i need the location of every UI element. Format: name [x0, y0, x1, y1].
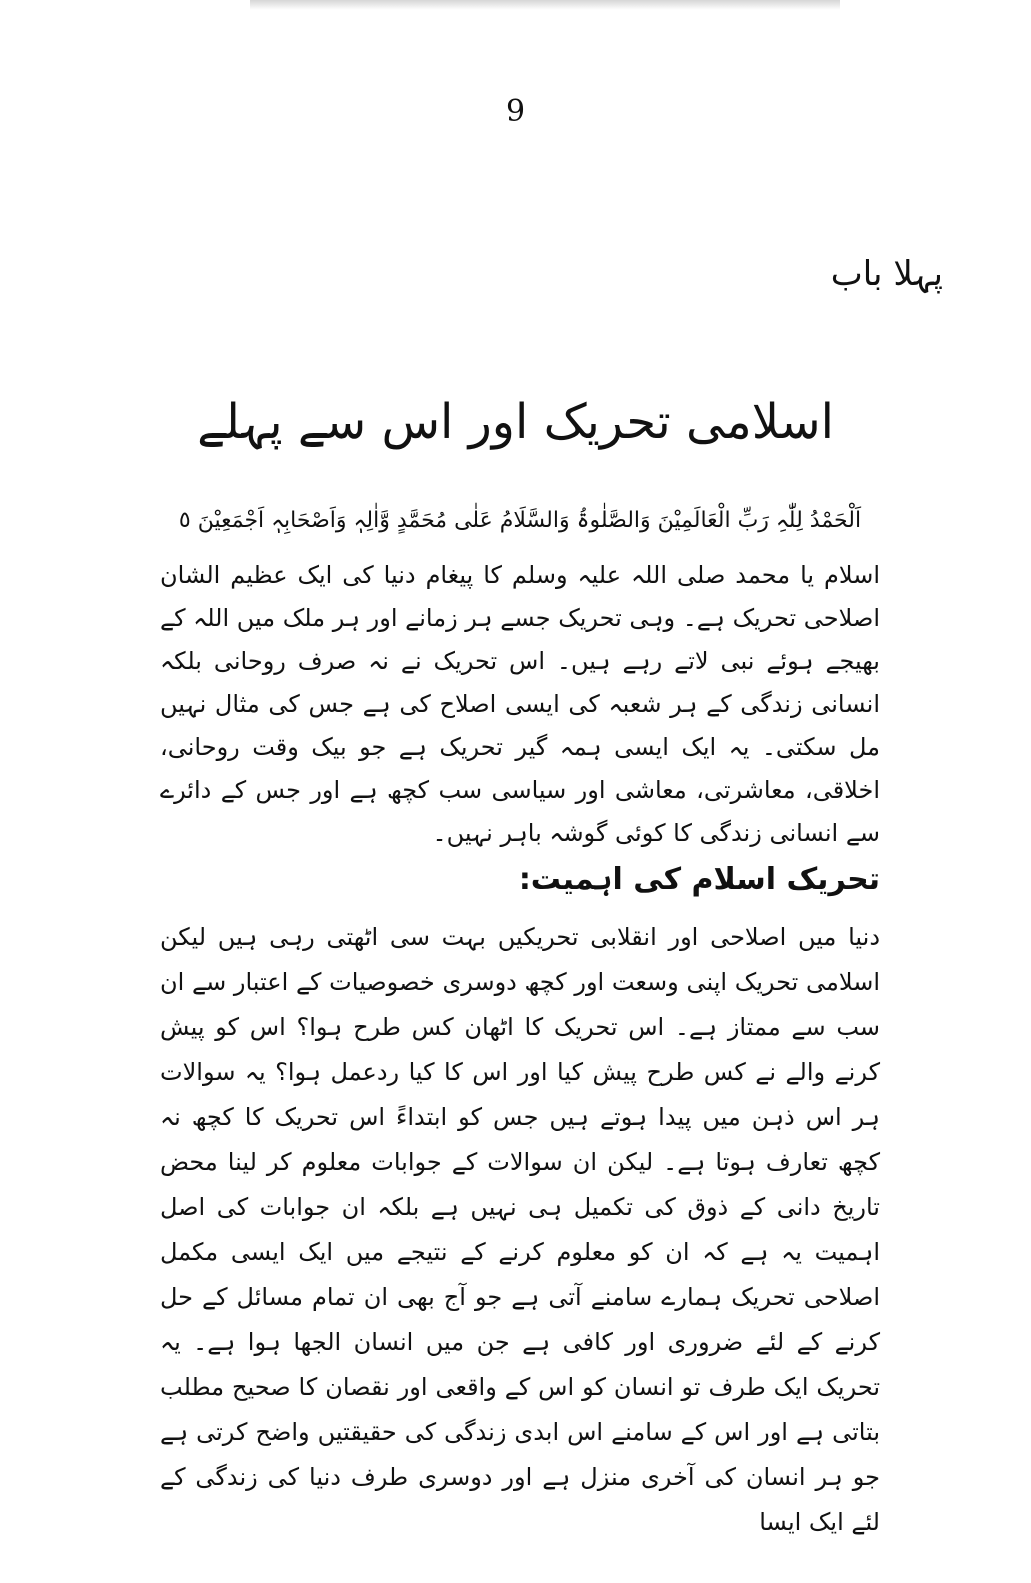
scan-edge — [250, 0, 840, 10]
page-body — [160, 500, 880, 1545]
page-number: 9 — [505, 94, 526, 129]
paragraph-intro: اسلام یا محمد صلی اللہ علیہ وسلم کا پیغام دنیا کی ایک عظیم الشان اصلاحی تحریک ہے۔ وہی تحریک جسے ہر زمانے اور ہر ملک میں اللہ کے بھیجے ہوئے نبی لاتے رہے ہیں۔ اس تحریک نے نہ صرف روحانی بلکہ انسانی زندگی کے ہر شعبہ کی ایسی اصلاح کی ہے جس کی مثال نہیں مل سکتی۔ یہ ایک ایسی ہمہ گیر تحریک ہے جو بیک وقت روحانی، اخلاقی، معاشرتی، معاشی اور سیاسی سب کچھ ہے اور جس کے دائرے سے انسانی زندگی کا کوئی گوشہ باہر نہیں۔ — [160, 561, 880, 847]
chapter-label: پہلا باب — [830, 254, 943, 294]
section-heading: تحریک اسلام کی اہمیت: — [518, 862, 880, 897]
paragraph-importance: دنیا میں اصلاحی اور انقلابی تحریکیں بہت سی اٹھتی رہی ہیں لیکن اسلامی تحریک اپنی وسعت اور کچھ دوسری خصوصیات کے اعتبار سے ان سب سے ممتاز ہے۔ اس تحریک کا اٹھان کس طرح ہوا؟ اس کو پیش کرنے والے نے کس طرح پیش کیا اور اس کا کیا ردعمل ہوا؟ یہ سوالات ہر اس ذہن میں پیدا ہوتے ہیں جس کو ابتداءً اس تحریک کا کچھ نہ کچھ تعارف ہوتا ہے۔ لیکن ان سوالات کے جوابات معلوم کر لینا محض تاریخ دانی کے ذوق کی تکمیل ہی نہیں ہے بلکہ ان جوابات کی اصل اہمیت یہ ہے کہ ان کو معلوم کرنے کے نتیجے میں ایک ایسی مکمل اصلاحی تحریک ہمارے سامنے آتی ہے جو آج بھی ان تمام مسائل کے حل کرنے کے لئے ضروری اور کافی ہے جن میں انسان الجھا ہوا ہے۔ یہ تحریک ایک طرف تو انسان کو اس کے واقعی اور نقصان کا صحیح مطلب بتاتی ہے اور اس کے سامنے اس ابدی زندگی کی حقیقتیں واضح کرتی ہے جو ہر انسان کی آخری منزل ہے اور دوسری طرف دنیا کی زندگی کے لئے ایک ایسا — [160, 923, 880, 1536]
arabic-invocation: اَلْحَمْدُ لِلّٰہِ رَبِّ الْعَالَمِیْنَ وَالصَّلٰوۃُ وَالسَّلَامُ عَلٰی مُحَمَّدٍ وَّاٰلِہٖ وَاَصْحَابِہٖ اَجْمَعِیْنَ ٥ — [178, 508, 862, 533]
chapter-title: اسلامی تحریک اور اس سے پہلے — [197, 394, 834, 450]
